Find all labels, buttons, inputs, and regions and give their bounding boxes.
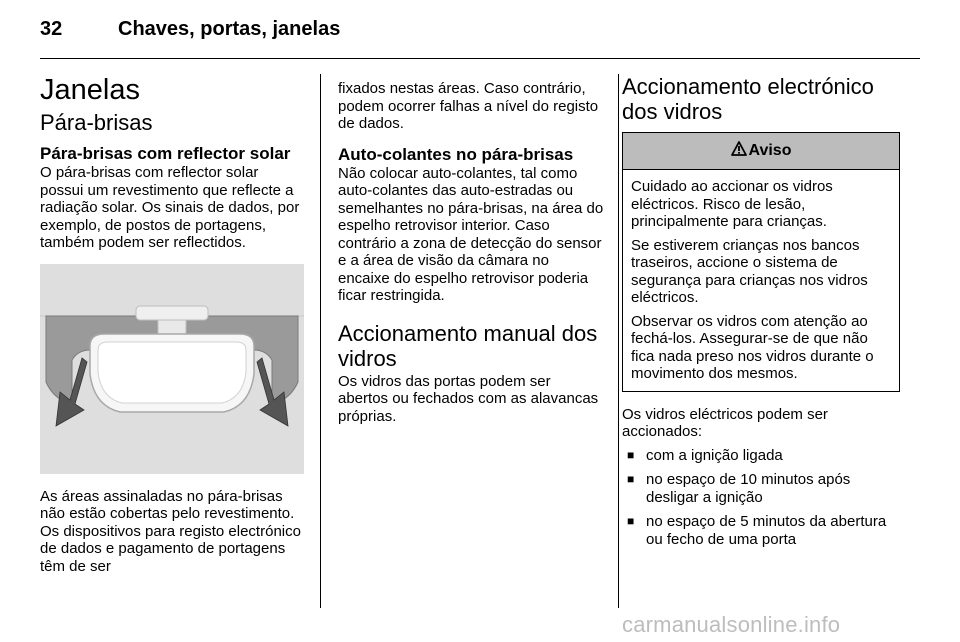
warning-title: Aviso	[748, 142, 792, 159]
list-item: ■ com a ignição ligada	[622, 447, 902, 465]
paragraph-accionamento-manual: Os vidros das portas podem ser abertos ou fechados com as alavancas próprias.	[338, 372, 599, 425]
column-middle	[338, 80, 604, 425]
section-title-accionamento-manual: Accionamento manual dos vidros	[338, 320, 598, 371]
chapter-title: Chaves, portas, janelas	[118, 18, 341, 40]
windshield-illustration	[40, 264, 304, 474]
paragraph-accionados: Os vidros eléctricos podem ser accionados:	[622, 405, 828, 440]
mirror-mount	[136, 306, 208, 320]
column-divider-left	[320, 74, 321, 608]
warning-paragraph-3: Observar os vidros com atenção ao fechá-los. Assegurar-se de que não fica nada preso nos vidros durante o movimento dos mesmos.	[631, 312, 874, 382]
page-number: 32	[40, 18, 63, 40]
header-rule	[40, 58, 920, 59]
watermark: carmanualsonline.info	[622, 612, 841, 637]
warning-body	[623, 170, 899, 391]
windshield-mirror-drawing	[40, 264, 304, 474]
heading-reflector-solar: Pára-brisas com reflector solar	[40, 144, 291, 163]
paragraph-reflector-solar: O pára-brisas com reflector solar possui um revestimento que reflecte a radiação solar. Os sinais de dados, por exemplo, de postos de portagens, também podem ser reflectidos.	[40, 164, 300, 251]
heading-auto-colantes: Auto-colantes no pára-brisas	[338, 144, 574, 164]
section-title-janelas: Janelas	[40, 74, 140, 106]
bullet-list	[622, 447, 902, 549]
list-item: ■ no espaço de 5 minutos da abertura ou fecho de uma porta	[622, 513, 902, 548]
section-title-accionamento-electronico: Accionamento electrónico dos vidros	[622, 74, 874, 124]
subsection-title-para-brisas: Pára-brisas	[40, 110, 153, 135]
paragraph-marked-areas: As áreas assinaladas no pára-brisas não estão cobertas pelo revestimento. Os dispositivos para registo electrónico de dados e pagamento de portagens têm de ser	[40, 487, 301, 575]
page-header	[40, 14, 920, 54]
paragraph-auto-colantes: Não colocar auto-colantes, tal como auto-colantes das auto-estradas ou semelhantes no pára-brisas, na área do espelho retrovisor interior. Caso contrário a zona de detecção do sensor e a área de visão da câmara no encaixe do espelho retrovisor poderia ficar restringida.	[338, 164, 604, 304]
warning-paragraph-1: Cuidado ao accionar os vidros eléctricos. Risco de lesão, principalmente para crianças.	[631, 178, 833, 230]
warning-box	[622, 132, 900, 392]
warning-header	[623, 133, 899, 170]
paragraph-continued: fixados nestas áreas. Caso contrário, podem ocorrer falhas a nível do registo de dados.	[338, 80, 599, 132]
list-item: ■ no espaço de 10 minutos após desligar a ignição	[622, 471, 902, 506]
warning-triangle-icon	[731, 141, 747, 161]
warning-paragraph-2: Se estiverem crianças nos bancos traseiros, accione o sistema de segurança para crianças nos vidros eléctricos.	[631, 236, 868, 306]
column-right	[622, 74, 902, 555]
column-divider-right	[618, 74, 619, 608]
column-left	[40, 74, 304, 575]
